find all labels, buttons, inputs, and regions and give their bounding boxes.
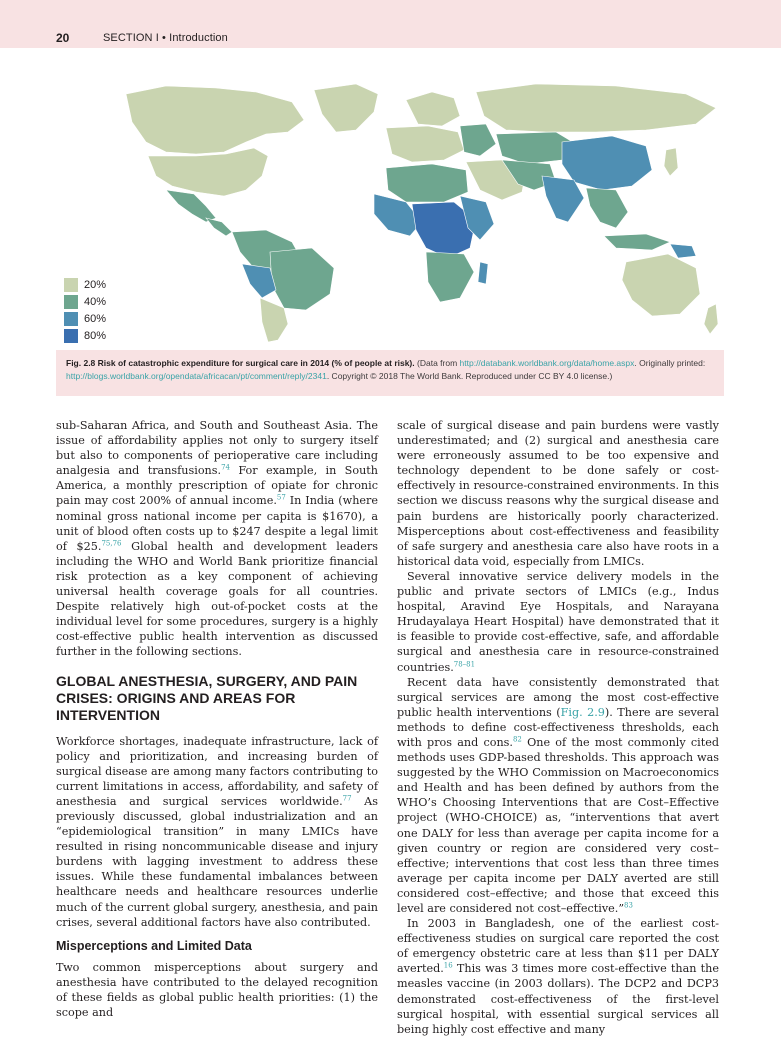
text-run: Recent data have consistently demonstrated that surgical services are among the most cost-effective public health interventions ( [397, 675, 719, 719]
figure-title: Risk of catastrophic expenditure for surgical care in 2014 (% of people at risk). [97, 358, 415, 368]
map-japan [664, 148, 678, 176]
legend-label: 60% [84, 312, 107, 325]
page-number: 20 [56, 31, 70, 45]
caption-text: (Data from [417, 358, 460, 368]
legend-swatch [64, 329, 78, 343]
text-run: Several innovative service delivery models in the public and private sectors of LMICs (e.g., Indus hospital, Aravind Eye Hospitals, and Narayana Hrudayalaya Heart Hospital) have demonstrated that it is feasible to provide cost-effective, safe, and affordable surgical and anesthesia care in resource-constrained countries. [397, 569, 719, 674]
map-europe-north [406, 92, 460, 126]
paragraph: scale of surgical disease and pain burdens were vastly underestimated; and (2) surgical and anesthesia care were erroneously assumed to be too expensive and technology dependent to be done safely or cost-effectively in resource-constrained environments. In this section we discuss reasons why the surgical disease and pain burdens are historically poorly characterized. Misperceptions about cost-effectiveness and feasibility of safe surgery and anesthesia care also have roots in a historical data void, especially from LMICs. [397, 419, 719, 568]
map-central-america [206, 218, 232, 236]
map-china [562, 136, 652, 190]
legend-swatch [64, 312, 78, 326]
map-europe [386, 126, 464, 162]
paragraph [56, 418, 378, 660]
section-heading: GLOBAL ANESTHESIA, SURGERY, AND PAIN CRISES: ORIGINS AND AREAS FOR INTERVENTION [56, 672, 358, 723]
map-legend [64, 276, 106, 344]
map-russia [476, 84, 716, 132]
figure-reference-link[interactable]: Fig. 2.9 [560, 705, 605, 719]
legend-item [64, 276, 106, 293]
paragraph [56, 734, 378, 930]
map-eastern-europe [460, 124, 496, 156]
text-run: For example, in South America, a monthly prescription of opiate for chronic pain may cost 200% of annual income. [56, 464, 378, 508]
world-map-figure [56, 72, 724, 344]
map-brazil [270, 248, 334, 310]
map-usa [148, 148, 268, 196]
legend-swatch [64, 295, 78, 309]
caption-link[interactable]: http://databank.worldbank.org/data/home.aspx [459, 358, 635, 368]
running-head: SECTION I • Introduction [103, 32, 228, 44]
map-mexico [166, 190, 216, 222]
legend-label: 40% [84, 295, 107, 308]
figure-label: Fig. 2.8 [66, 358, 96, 368]
paragraph: Two common misperceptions about surgery and anesthesia have contributed to the delayed recognition of these fields as global public health priorities: (1) the scope and [56, 960, 378, 1019]
text-run: ). There are several methods to define cost-effectiveness thresholds, each with pros and cons. [397, 705, 719, 749]
map-new-zealand [704, 304, 718, 334]
citation[interactable]: 77 [342, 794, 352, 803]
caption-link[interactable]: http://blogs.worldbank.org/opendata/africacan/pt/comment/reply/2341 [66, 370, 327, 381]
citation[interactable]: 78–81 [453, 659, 476, 668]
text-run: Global health and development leaders including the WHO and World Bank prioritize financial risk protection as a key component of achieving universal health coverage goals for all countries. Despite relatively high out-of-pocket costs at the individual level for some procedures, surgery is a highly cost-effective public health intervention as discussed further in the following sections. [56, 539, 379, 659]
figure-caption [56, 350, 724, 396]
citation[interactable]: 57 [276, 493, 286, 502]
paragraph [397, 916, 719, 1037]
citation[interactable]: 75,76 [101, 539, 122, 548]
map-australia [622, 254, 700, 316]
text-run: One of the most commonly cited methods uses GDP-based thresholds. This approach was suggested by the WHO Commission on Macroeconomics and Health and has been defined by authors from the WHO’s Choosing Interventions that are Cost–Effective project (WHO-CHOICE) as, “interventions that avert one DALY for less than average per capita income for a given country or region are considered very cost–effective; interventions that cost less than three times average per capita income per DALY averted are still considered cost–effective; and those that exceed this level are considered not cost–effective.” [397, 735, 719, 915]
subsection-heading: Misperceptions and Limited Data [56, 938, 252, 953]
legend-label: 80% [84, 329, 107, 342]
map-canada [126, 86, 304, 154]
right-column [397, 418, 719, 1037]
text-run: This was 3 times more cost-effective than the measles vaccine (in 2003 dollars). The DCP2 and DCP3 demonstrated cost-effectiveness of the first-level surgical hospital, with essential surgical services all being highly cost effective and many [397, 962, 719, 1036]
map-southeast-asia [586, 188, 628, 228]
legend-swatch [64, 278, 78, 292]
map-indonesia [604, 234, 670, 250]
map-papua-new-guinea [670, 244, 696, 258]
text-run: As previously discussed, global industrialization and an “epidemiological transition” in many LMICs have resulted in rising noncommunicable disease and injury burdens with lagging investment to address these issues. While these fundamental imbalances between healthcare needs and healthcare resources underlie much of the current global surgery, anesthesia, and pain crises, several additional factors have also contributed. [56, 794, 378, 929]
map-southern-africa [426, 252, 474, 302]
paragraph [397, 675, 719, 917]
citation[interactable]: 74 [221, 463, 230, 472]
paragraph [397, 569, 719, 675]
text-run: In India (where nominal gross national income per capita is $1670), a unit of blood often costs up to $247 despite a legal limit of $25. [56, 494, 378, 553]
text-run: Workforce shortages, inadequate infrastructure, lack of policy and prioritization, and increasing burden of surgical disease are among many factors contributing to current limitations in access, affordability, and safety of anesthesia and surgical services worldwide. [56, 734, 378, 808]
text-run: In 2003 in Bangladesh, one of the earliest cost-effectiveness studies on surgical care reported the cost of emergency obstetric care at less than $11 per DALY averted. [397, 917, 719, 976]
legend-item [64, 293, 106, 310]
page-header [0, 0, 781, 48]
citation[interactable]: 16 [443, 961, 453, 970]
caption-text: . Originally printed: [634, 358, 706, 368]
legend-label: 20% [84, 278, 107, 291]
caption-text: . Copyright © 2018 The World Bank. Reproduced under CC BY 4.0 license.) [326, 370, 613, 381]
left-column [56, 418, 378, 1020]
legend-item [64, 327, 106, 344]
citation[interactable]: 83 [624, 901, 633, 910]
map-madagascar [478, 262, 488, 284]
legend-item [64, 310, 106, 327]
text-run: sub-Saharan Africa, and South and Southeast Asia. The issue of affordability applies not only to surgery itself but also to components of perioperative care including analgesia and transfusions. [56, 419, 378, 478]
citation[interactable]: 82 [512, 735, 522, 744]
map-north-africa [386, 164, 468, 202]
map-greenland [314, 84, 378, 132]
